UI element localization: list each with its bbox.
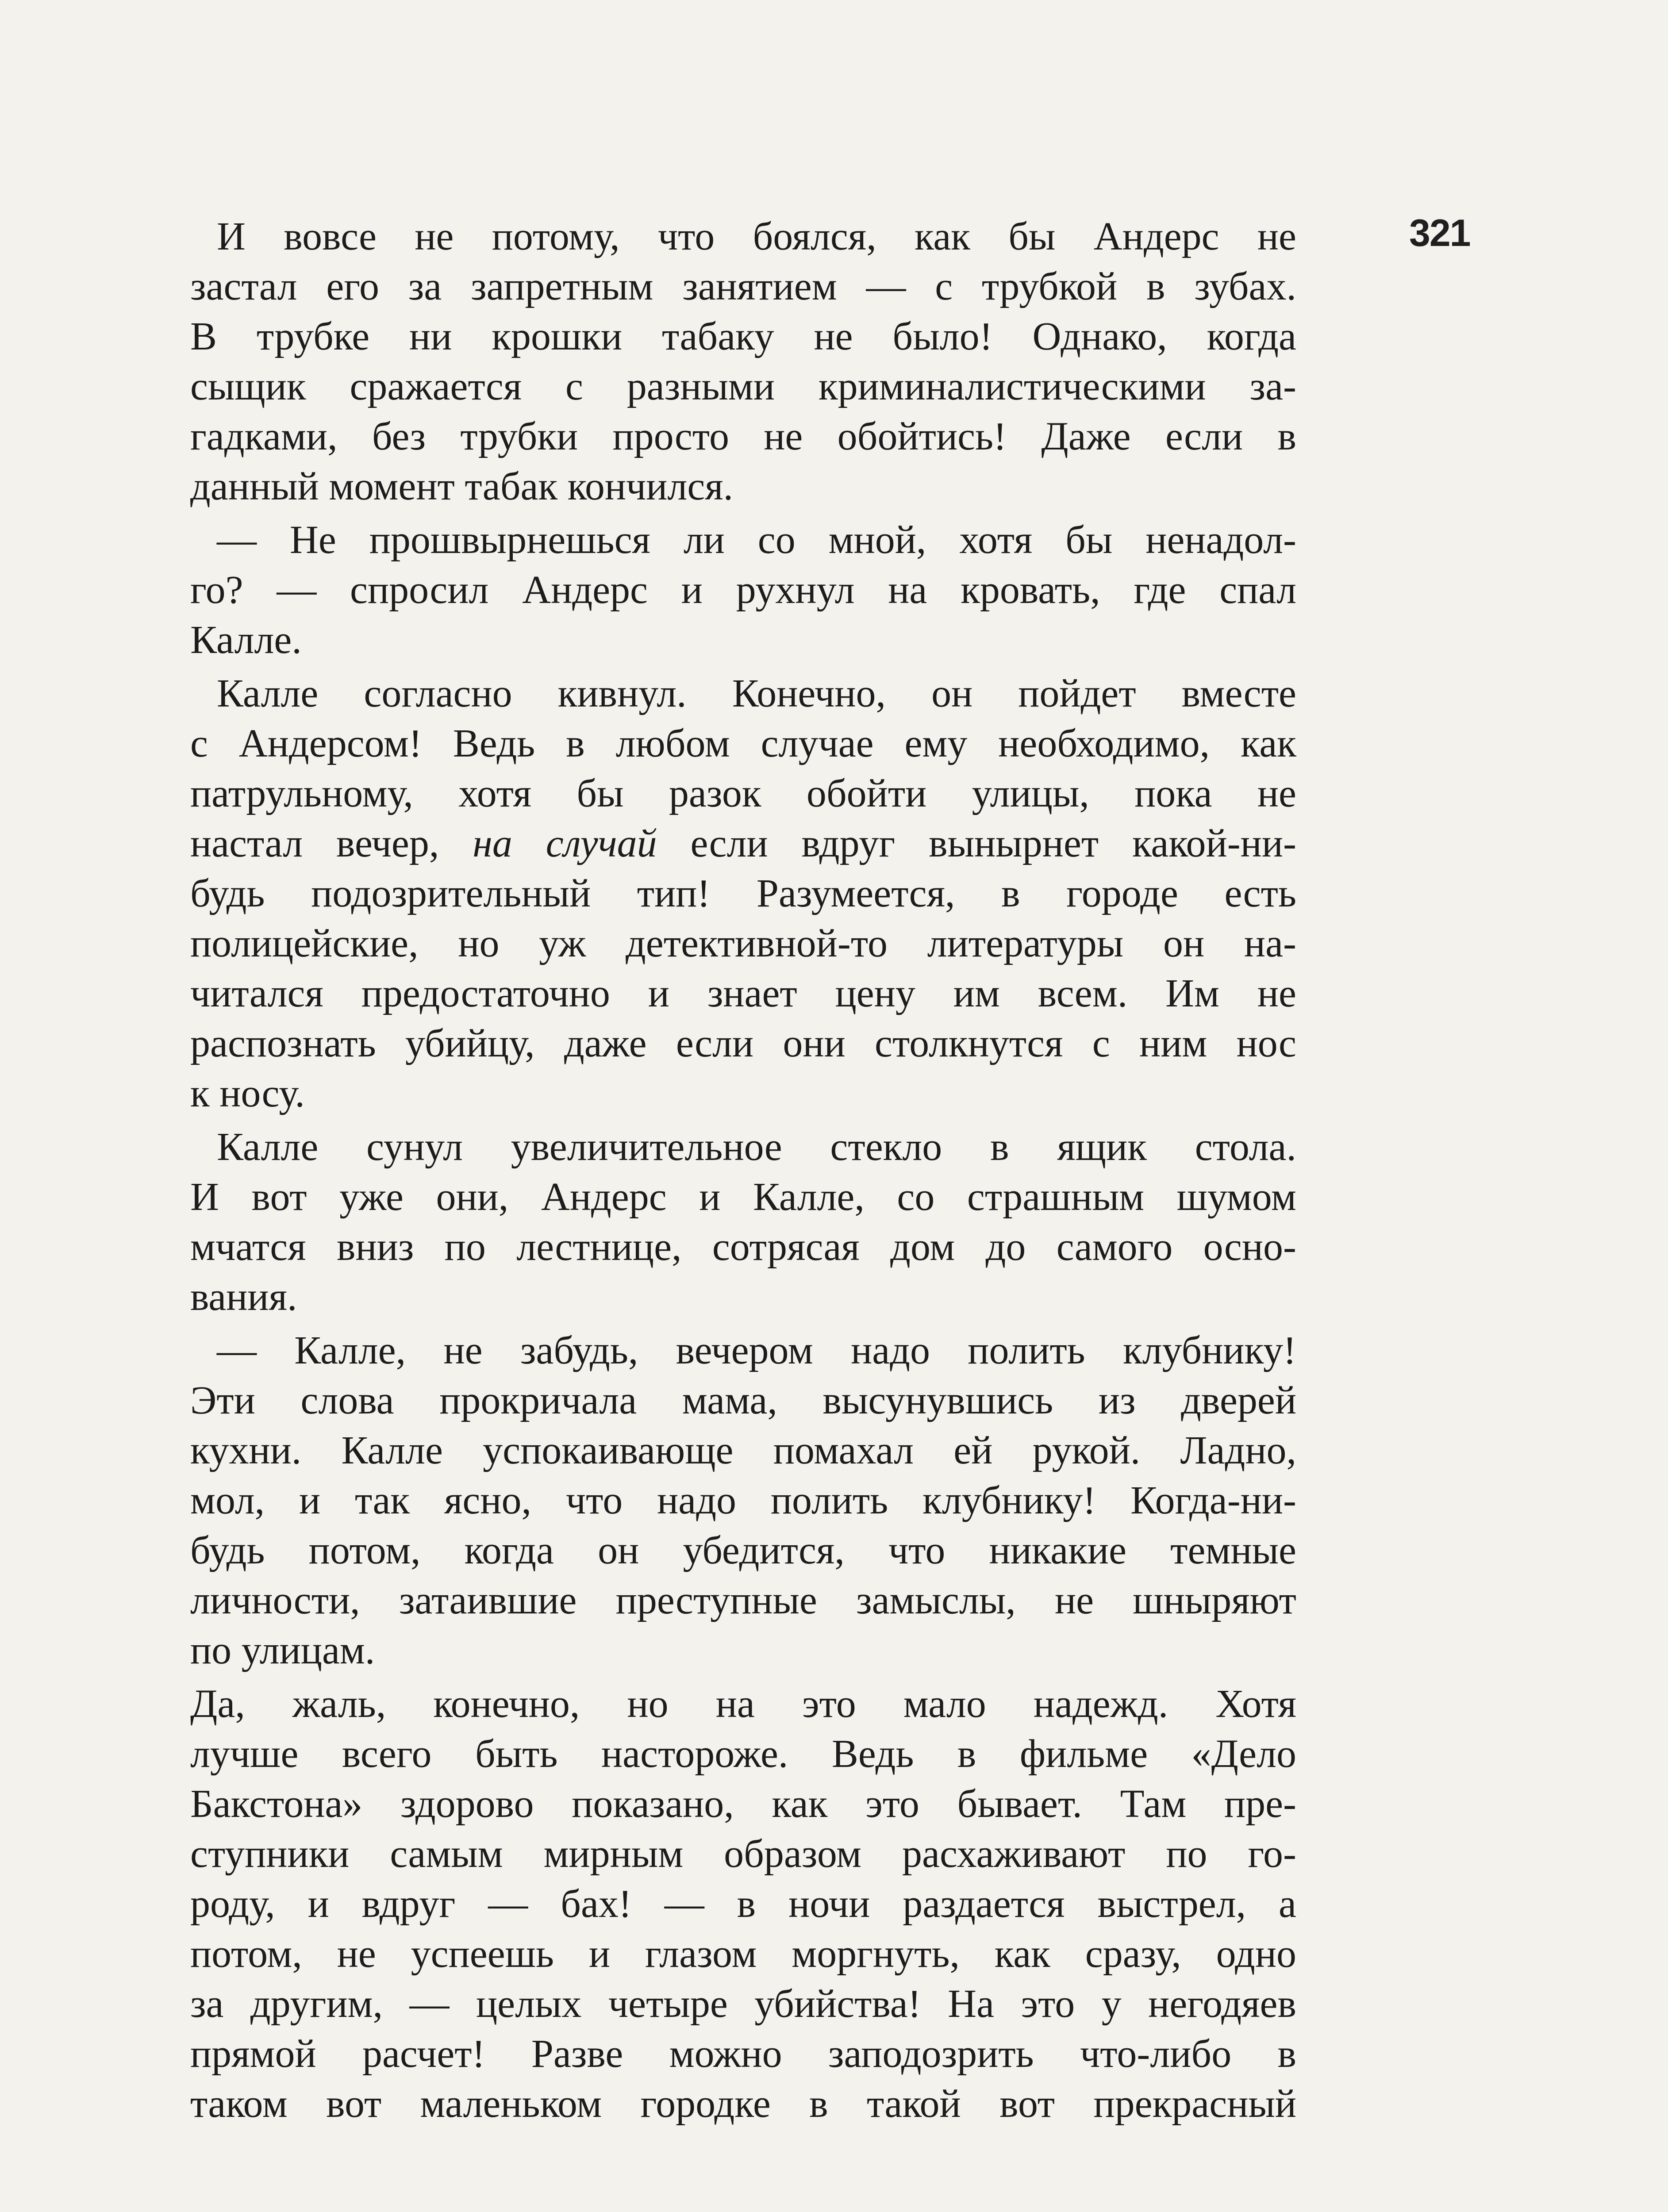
text-line: полицейские, но уж детективной-то литературы он на-	[190, 922, 1296, 965]
page-number: 321	[1409, 212, 1470, 254]
text-line: — Калле, не забудь, вечером надо полить клубнику!	[217, 1329, 1296, 1372]
text-line: таком вот маленьком городке в такой вот прекрасный	[190, 2082, 1296, 2126]
text-line: гадками, без трубки просто не обойтись! Даже если в	[190, 415, 1296, 458]
italic-phrase: на случай	[473, 822, 657, 865]
text-line: застал его за запретным занятием — с трубкой в зубах.	[190, 265, 1296, 308]
text-line: мчатся вниз по лестнице, сотрясая дом до самого осно-	[190, 1225, 1296, 1269]
text-line: го? — спросил Андерс и рухнул на кровать, где спал	[190, 568, 1296, 612]
text-line: читался предостаточно и знает цену им всем. Им не	[190, 972, 1296, 1015]
text-line: В трубке ни крошки табаку не было! Однако, когда	[190, 315, 1296, 358]
text-segment: если вдруг вынырнет какой-ни-	[657, 822, 1296, 865]
text-line: Калле сунул увеличительное стекло в ящик стола.	[217, 1125, 1296, 1169]
text-line: к носу.	[190, 1071, 305, 1115]
text-line: Да, жаль, конечно, но на это мало надежд. Хотя	[190, 1682, 1296, 1726]
text-line: мол, и так ясно, что надо полить клубнику! Когда-ни-	[190, 1479, 1296, 1522]
text-line: за другим, — целых четыре убийства! На это у негодяев	[190, 1982, 1296, 2026]
text-line: кухни. Калле успокаивающе помахал ей рукой. Ладно,	[190, 1429, 1296, 1472]
text-line: И вот уже они, Андерс и Калле, со страшным шумом	[190, 1175, 1296, 1219]
text-line: патрульному, хотя бы разок обойти улицы, пока не	[190, 772, 1296, 815]
text-line: прямой расчет! Разве можно заподозрить что-либо в	[190, 2032, 1296, 2076]
text-line: потом, не успеешь и глазом моргнуть, как сразу, одно	[190, 1932, 1296, 1976]
text-line: роду, и вдруг — бах! — в ночи раздается выстрел, а	[190, 1882, 1296, 1926]
text-line: личности, затаившие преступные замыслы, не шныряют	[190, 1578, 1296, 1622]
text-line: будь подозрительный тип! Разумеется, в городе есть	[190, 872, 1296, 915]
text-line: ступники самым мирным образом расхаживают по го-	[190, 1832, 1296, 1876]
text-line: распознать убийцу, даже если они столкнутся с ним нос	[190, 1022, 1296, 1065]
text-line: сыщик сражается с разными криминалистическими за-	[190, 365, 1296, 408]
text-line: Калле согласно кивнул. Конечно, он пойдет вместе	[217, 672, 1296, 715]
text-line: лучше всего быть настороже. Ведь в фильме «Дело	[190, 1732, 1296, 1776]
text-line: по улицам.	[190, 1628, 375, 1672]
text-line: с Андерсом! Ведь в любом случае ему необходимо, как	[190, 722, 1296, 765]
text-line: Эти слова прокричала мама, высунувшись из дверей	[190, 1379, 1296, 1422]
text-line: Бакстона» здорово показано, как это бывает. Там пре-	[190, 1782, 1296, 1826]
text-segment: настал вечер,	[190, 822, 473, 865]
text-line: данный момент табак кончился.	[190, 465, 734, 508]
text-line: будь потом, когда он убедится, что никакие темные	[190, 1528, 1296, 1572]
text-line	[190, 818, 1296, 868]
text-line: вания.	[190, 1275, 297, 1319]
text-line: Калле.	[190, 618, 302, 662]
body-text	[190, 211, 1296, 2129]
text-line: — Не прошвырнешься ли со мной, хотя бы ненадол-	[217, 518, 1296, 562]
text-line: И вовсе не потому, что боялся, как бы Андерс не	[217, 215, 1296, 258]
